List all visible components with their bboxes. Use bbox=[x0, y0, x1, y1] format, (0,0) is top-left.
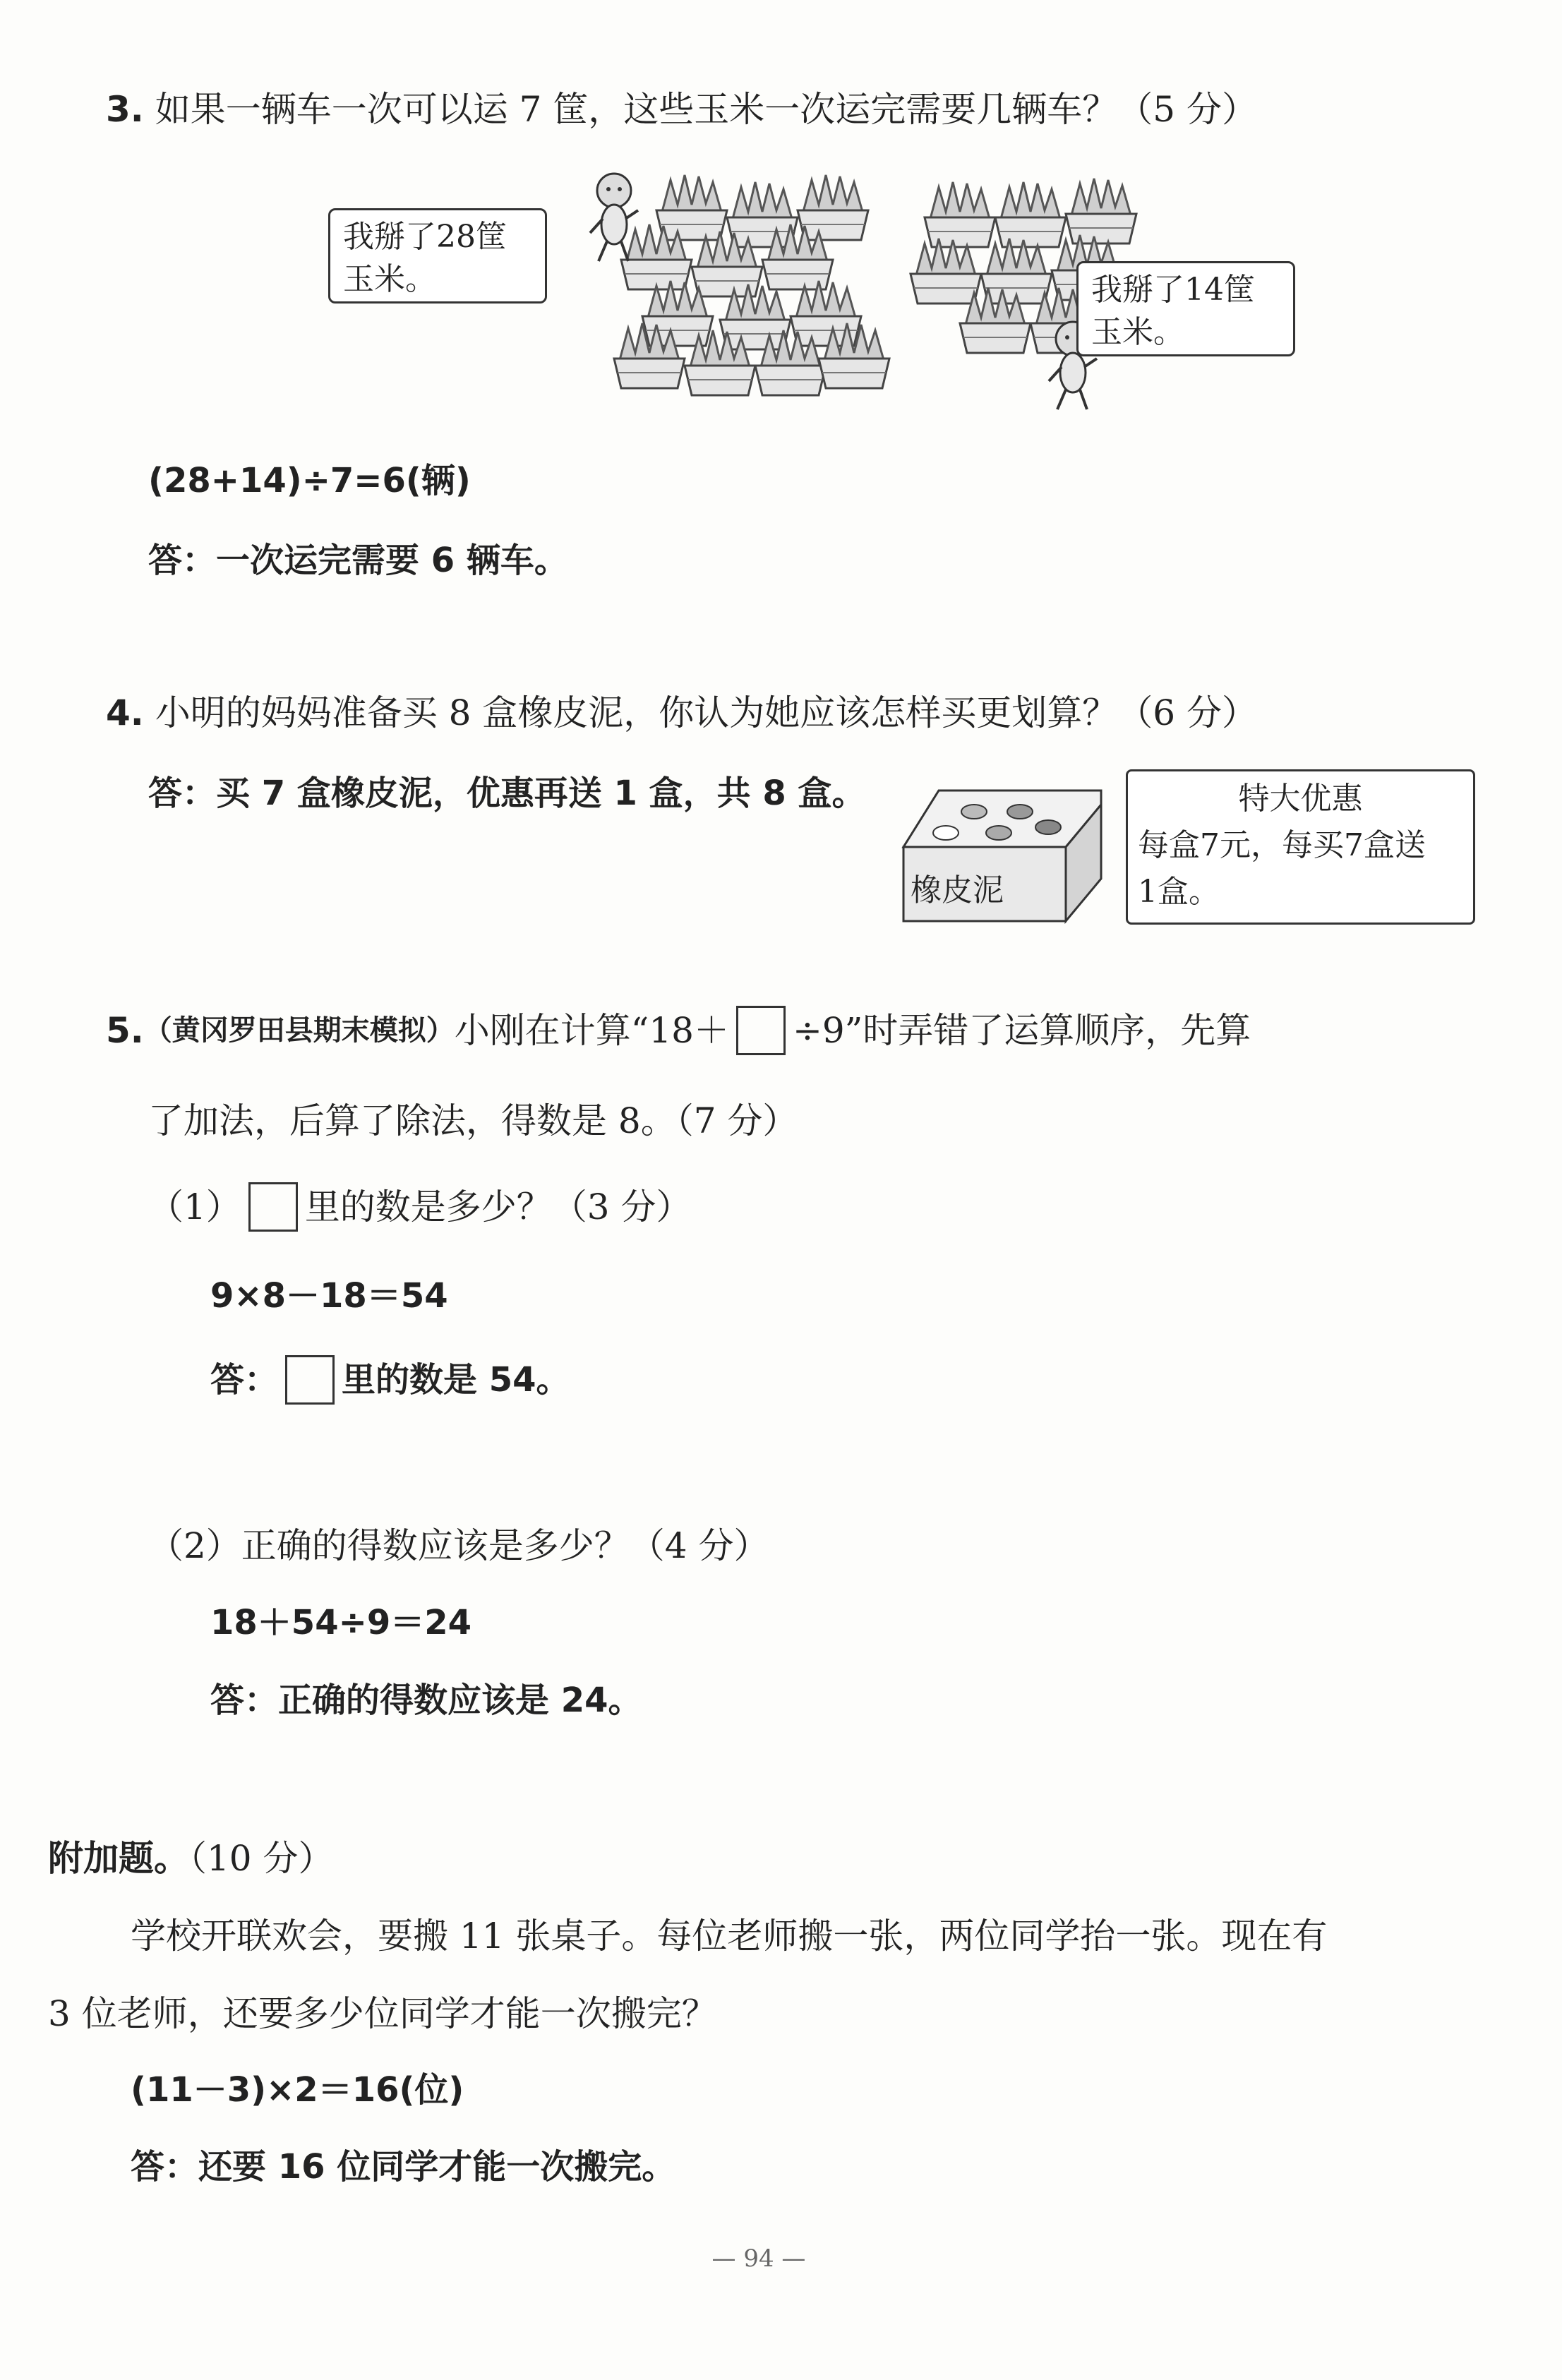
right-bubble-line2: 玉米。 bbox=[1091, 314, 1184, 350]
bonus-title: 附加题。 bbox=[48, 1838, 189, 1879]
q5-sub1-text: 里的数是多少？（3 分） bbox=[304, 1186, 692, 1227]
q5-number: 5. bbox=[106, 1010, 144, 1051]
q3-question bbox=[106, 89, 1258, 130]
q5-sub1-answer-prefix: 答： bbox=[210, 1360, 279, 1400]
page-number-value: 94 bbox=[743, 2244, 774, 2273]
page-number: — 94 — bbox=[711, 2244, 806, 2273]
right-speech-bubble bbox=[1076, 261, 1295, 356]
q3-number: 3. bbox=[106, 89, 144, 130]
q4-text: 小明的妈妈准备买 8 盒橡皮泥，你认为她应该怎样买更划算？（6 分） bbox=[155, 692, 1258, 733]
left-corn-pile bbox=[614, 175, 889, 395]
q4-number: 4. bbox=[106, 692, 144, 733]
q3-equation: (28+14)÷7=6(辆) bbox=[148, 461, 471, 500]
q3-text: 如果一辆车一次可以运 7 筐，这些玉米一次运完需要几辆车？（5 分） bbox=[155, 89, 1258, 130]
q5-sub1-question bbox=[148, 1182, 692, 1232]
q5-question-line2: 了加法，后算了除法，得数是 8。（7 分） bbox=[148, 1100, 798, 1141]
q5-source: （黄冈罗田县期末模拟） bbox=[143, 1014, 455, 1047]
promo-line3: 1盒。 bbox=[1138, 874, 1220, 910]
clay-box-label: 橡皮泥 bbox=[911, 872, 1004, 908]
blank-box bbox=[248, 1182, 298, 1232]
q5-sub1-prefix: （1） bbox=[148, 1186, 241, 1227]
bonus-line2: 3 位老师，还要多少位同学才能一次搬完？ bbox=[48, 1993, 717, 2034]
q5-sub2-answer: 答：正确的得数应该是 24。 bbox=[210, 1681, 642, 1720]
promo-title: 特大优惠 bbox=[1238, 781, 1363, 817]
bonus-equation: (11－3)×2＝16(位) bbox=[131, 2070, 464, 2110]
left-bubble-line1: 我掰了28筐 bbox=[343, 219, 507, 255]
q5-text-part1: 小刚在计算“18＋ bbox=[454, 1010, 729, 1051]
q3-answer: 答：一次运完需要 6 辆车。 bbox=[148, 541, 568, 580]
q4-answer: 答：买 7 盒橡皮泥，优惠再送 1 盒，共 8 盒。 bbox=[148, 774, 866, 813]
left-speech-bubble bbox=[328, 208, 547, 303]
blank-box bbox=[736, 1006, 786, 1055]
q5-sub2-equation: 18＋54÷9＝24 bbox=[210, 1603, 472, 1642]
q5-sub1-answer bbox=[210, 1355, 570, 1405]
q5-text-part2: ÷9”时弄错了运算顺序，先算 bbox=[792, 1010, 1251, 1051]
right-bubble-line1: 我掰了14筐 bbox=[1091, 272, 1255, 308]
promo-sign bbox=[1126, 769, 1475, 925]
bonus-heading bbox=[48, 1838, 334, 1879]
blank-box bbox=[285, 1355, 335, 1405]
q5-question bbox=[106, 1006, 1251, 1055]
bonus-answer: 答：还要 16 位同学才能一次搬完。 bbox=[131, 2147, 676, 2187]
bonus-line1: 学校开联欢会，要搬 11 张桌子。每位老师搬一张，两位同学抬一张。现在有 bbox=[131, 1916, 1328, 1957]
q4-question bbox=[106, 692, 1258, 733]
promo-line2: 每盒7元，每买7盒送 bbox=[1138, 827, 1426, 863]
q5-sub1-answer-text: 里的数是 54。 bbox=[342, 1360, 570, 1400]
q5-sub1-equation: 9×8－18＝54 bbox=[210, 1276, 448, 1316]
bonus-points: （10 分） bbox=[189, 1838, 334, 1879]
left-bubble-line2: 玉米。 bbox=[343, 261, 436, 297]
q5-sub2-question: （2）正确的得数应该是多少？（4 分） bbox=[148, 1525, 769, 1566]
